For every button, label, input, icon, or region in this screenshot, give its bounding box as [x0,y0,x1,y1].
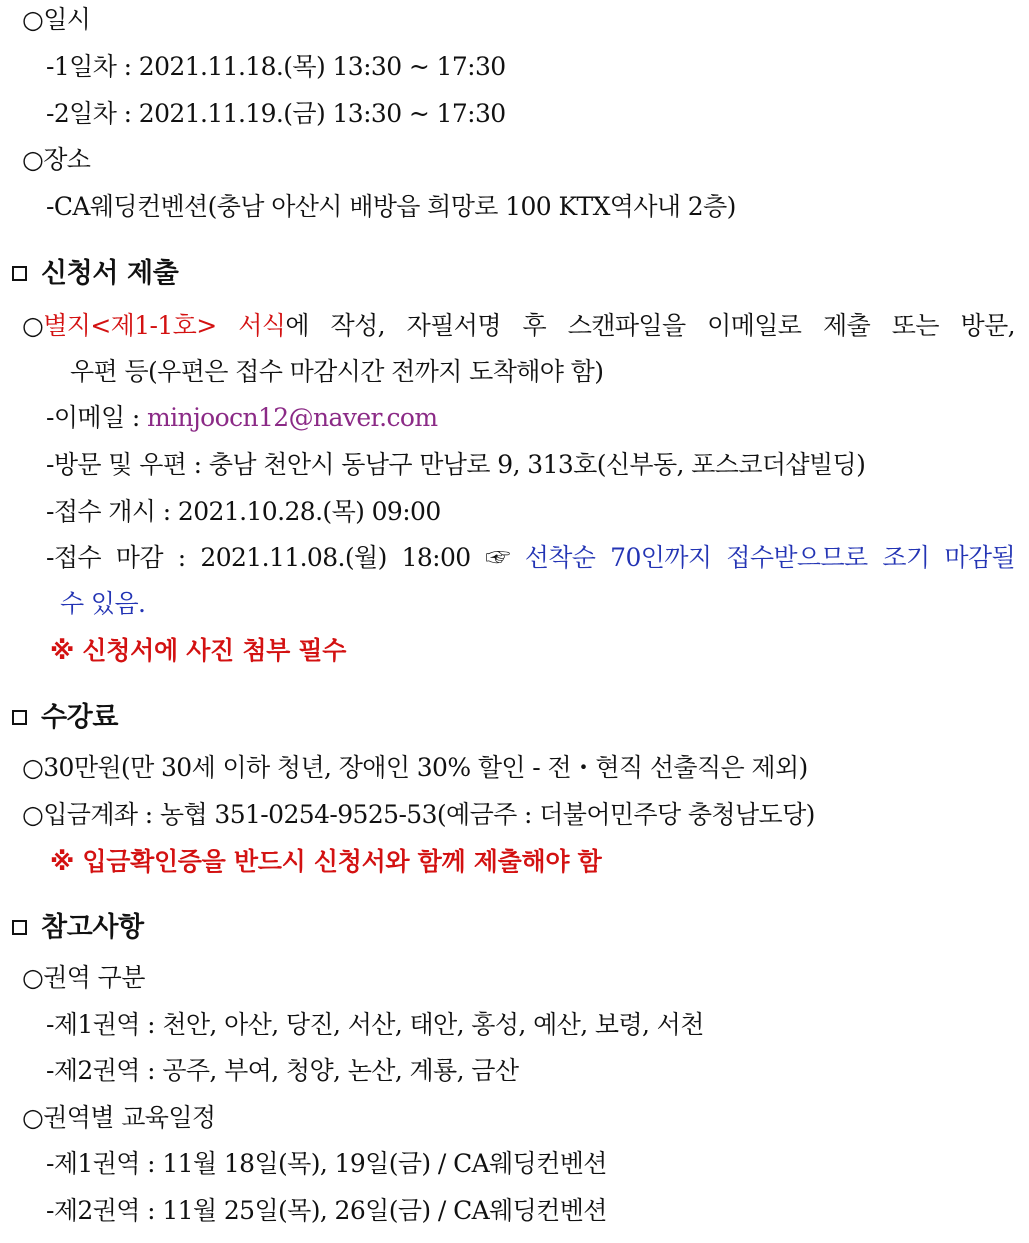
region-heading: ○권역 구분 [22,963,145,992]
region-schedule-heading: ○권역별 교육일정 [22,1103,216,1132]
application-open: -접수 개시 : 2021.10.28.(목) 09:00 [46,497,441,526]
application-email: -이메일 : minjoocn12@naver.com [46,403,438,432]
circle-bullet-icon: ○ [22,5,44,34]
dash-bullet-icon: - [46,1149,54,1178]
dash-bullet-icon: - [46,497,54,526]
fee-amount: ○30만원(만 30세 이하 청년, 장애인 30% 할인 - 전・현직 선출직은 제외) [22,753,808,782]
circle-bullet-icon: ○ [22,311,44,340]
dash-bullet-icon: - [46,403,54,432]
circle-bullet-icon: ○ [22,963,44,992]
application-lead: ○별지<제1-1호> 서식에 작성, 자필서명 후 스캔파일을 이메일로 제출 또는 방문, [22,311,1015,340]
email-link[interactable]: minjoocn12@naver.com [147,403,438,432]
photo-notice: ※ 신청서에 사진 첨부 필수 [50,636,347,665]
schedule-day1: -1일차 : 2021.11.18.(목) 13:30 ~ 17:30 [46,52,506,81]
dash-bullet-icon: - [46,450,54,479]
circle-bullet-icon: ○ [22,145,44,174]
section-title-application: 신청서 제출 [12,258,1029,290]
region-2: -제2권역 : 공주, 부여, 청양, 논산, 계룡, 금산 [46,1056,519,1085]
form-reference: 별지<제1-1호> 서식 [43,311,286,340]
dash-bullet-icon: - [46,192,54,221]
circle-bullet-icon: ○ [22,753,44,782]
region-1: -제1권역 : 천안, 아산, 당진, 서산, 태안, 홍성, 예산, 보령, 서천 [46,1010,704,1039]
early-close-note-cont: 수 있음. [60,589,146,618]
venue-heading: ○장소 [22,145,91,174]
dash-bullet-icon: - [46,543,54,572]
circle-bullet-icon: ○ [22,800,44,829]
deposit-notice: ※ 입금확인증을 반드시 신청서와 함께 제출해야 함 [50,847,602,876]
dash-bullet-icon: - [46,1196,54,1225]
fee-account: ○입금계좌 : 농협 351-0254-9525-53(예금주 : 더불어민주당 충청남도당) [22,800,815,829]
circle-bullet-icon: ○ [22,1103,44,1132]
square-box-icon [12,710,27,725]
dash-bullet-icon: - [46,1056,54,1085]
schedule-day2: -2일차 : 2021.11.19.(금) 13:30 ~ 17:30 [46,99,506,128]
section-title-notes: 참고사항 [12,912,1029,944]
dash-bullet-icon: - [46,1010,54,1039]
dash-bullet-icon: - [46,99,54,128]
square-box-icon [12,920,27,935]
dash-bullet-icon: - [46,52,54,81]
application-close: -접수 마감 : 2021.11.08.(월) 18:00 ☞ 선착순 70인까지 접수받으므로 조기 마감될 [46,543,1015,572]
application-lead-cont: 우편 등(우편은 접수 마감시간 전까지 도착해야 함) [70,357,604,386]
region-schedule-1: -제1권역 : 11월 18일(목), 19일(금) / CA웨딩컨벤션 [46,1149,607,1178]
early-close-note: 선착순 70인까지 접수받으므로 조기 마감될 [524,543,1015,572]
venue-detail: -CA웨딩컨벤션(충남 아산시 배방읍 희망로 100 KTX역사내 2층) [46,192,736,221]
region-schedule-2: -제2권역 : 11월 25일(목), 26일(금) / CA웨딩컨벤션 [46,1196,607,1225]
application-visit: -방문 및 우편 : 충남 천안시 동남구 만남로 9, 313호(신부동, 포스코더샵빌딩) [46,450,866,479]
square-box-icon [12,266,27,281]
section-title-fee: 수강료 [12,702,1029,734]
schedule-heading: ○일시 [22,5,91,34]
